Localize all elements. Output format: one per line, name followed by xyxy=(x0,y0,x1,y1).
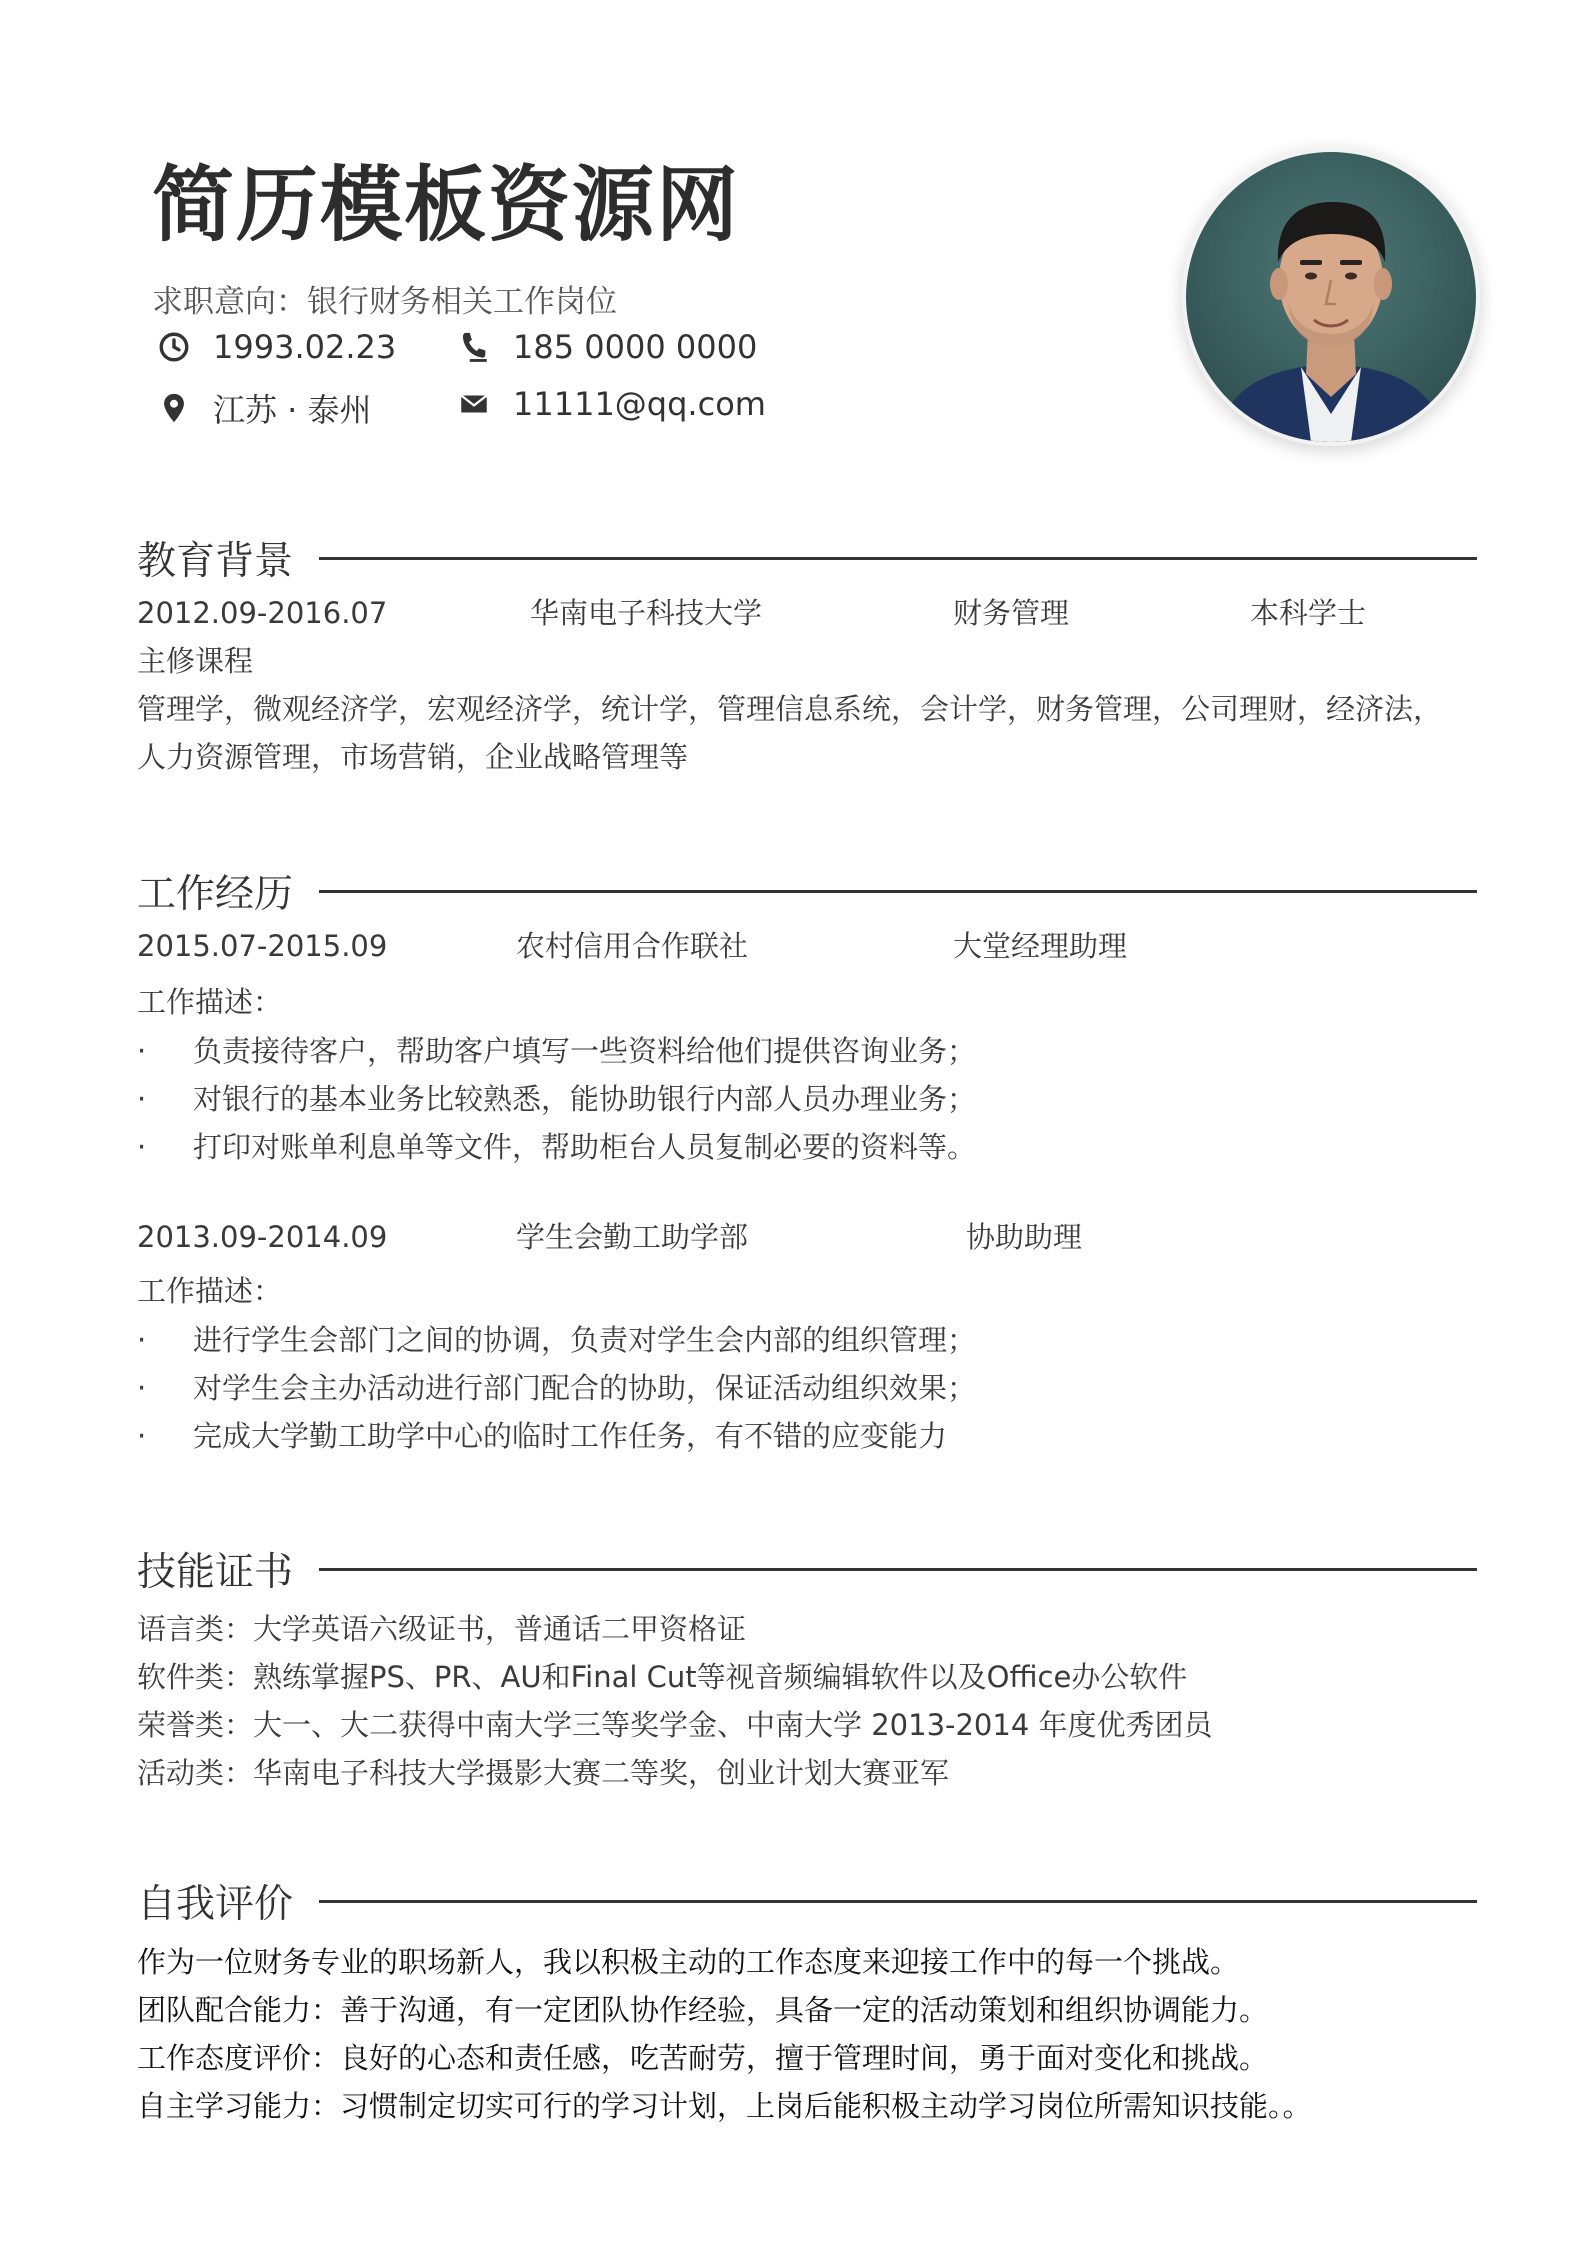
skill-item: 活动类：华南电子科技大学摄影大赛二等奖，创业计划大赛亚军 xyxy=(137,1756,950,1790)
phone-number: 185 0000 0000 xyxy=(513,328,758,366)
envelope-icon xyxy=(457,387,491,421)
bullet-dot: · xyxy=(137,1130,147,1164)
job-bullet: 对学生会主办活动进行部门配合的协助，保证活动组织效果； xyxy=(193,1371,977,1405)
job-intent: 求职意向：银行财务相关工作岗位 xyxy=(152,284,617,320)
job-period: 2015.07-2015.09 xyxy=(137,929,388,963)
email: 11111@qq.com xyxy=(513,385,766,423)
self-item: 作为一位财务专业的职场新人，我以积极主动的工作态度来迎接工作中的每一个挑战。 xyxy=(137,1945,1240,1979)
job-org: 农村信用合作联社 xyxy=(516,929,749,963)
city: 江苏 · 泰州 xyxy=(213,391,372,429)
education-major: 财务管理 xyxy=(953,596,1070,630)
job-org: 学生会勤工助学部 xyxy=(516,1220,749,1254)
self-item: 工作态度评价：良好的心态和责任感，吃苦耐劳，擅于管理时间，勇于面对变化和挑战。 xyxy=(137,2041,1269,2075)
bullet-dot: · xyxy=(137,1082,147,1116)
city-info xyxy=(157,385,372,431)
self-item: 自主学习能力：习惯制定切实可行的学习计划，上岗后能积极主动学习岗位所需知识技能。。 xyxy=(137,2089,1312,2123)
birth-date: 1993.02.23 xyxy=(213,328,397,366)
work-title: 工作经历 xyxy=(137,872,294,917)
courses-line: 人力资源管理，市场营销，企业战略管理等 xyxy=(137,740,689,774)
clock-icon xyxy=(157,330,191,364)
education-section-header xyxy=(137,530,1477,586)
divider xyxy=(319,890,1477,893)
courses-label: 主修课程 xyxy=(137,644,254,678)
work-section-header xyxy=(137,863,1477,919)
divider xyxy=(319,1900,1477,1903)
job-bullet: 进行学生会部门之间的协调，负责对学生会内部的组织管理； xyxy=(193,1323,977,1357)
skill-item: 荣誉类：大一、大二获得中南大学三等奖学金、中南大学 2013-2014 年度优秀团员 xyxy=(137,1708,1213,1742)
phone-icon xyxy=(457,330,491,364)
job-bullet: 对银行的基本业务比较熟悉，能协助银行内部人员办理业务； xyxy=(193,1082,977,1116)
bullet-dot: · xyxy=(137,1419,147,1453)
courses-line: 管理学，微观经济学，宏观经济学，统计学，管理信息系统，会计学，财务管理，公司理财，经济法， xyxy=(137,692,1443,726)
job-role: 协助助理 xyxy=(966,1220,1083,1254)
skill-item: 语言类：大学英语六级证书，普通话二甲资格证 xyxy=(137,1612,747,1646)
bullet-dot: · xyxy=(137,1323,147,1357)
job-desc-label: 工作描述： xyxy=(137,985,283,1019)
education-degree: 本科学士 xyxy=(1250,596,1367,630)
location-pin-icon xyxy=(157,391,191,425)
divider xyxy=(319,557,1477,560)
education-school: 华南电子科技大学 xyxy=(530,596,763,630)
self-section-header xyxy=(137,1873,1477,1929)
phone-info xyxy=(457,328,757,366)
bullet-dot: · xyxy=(137,1034,147,1068)
resume-name: 简历模板资源网 xyxy=(152,158,741,253)
birth-info xyxy=(157,328,396,366)
bullet-dot: · xyxy=(137,1371,147,1405)
skills-title: 技能证书 xyxy=(137,1550,294,1595)
divider xyxy=(319,1568,1477,1571)
education-title: 教育背景 xyxy=(137,539,294,584)
job-bullet: 负责接待客户，帮助客户填写一些资料给他们提供咨询业务； xyxy=(193,1034,977,1068)
job-desc-label: 工作描述： xyxy=(137,1274,283,1308)
job-role: 大堂经理助理 xyxy=(953,929,1128,963)
email-info xyxy=(457,385,766,423)
portrait-photo xyxy=(1186,152,1476,442)
avatar xyxy=(1182,148,1480,446)
skill-item: 软件类：熟练掌握PS、PR、AU和Final Cut等视音频编辑软件以及Office办公软件 xyxy=(137,1660,1188,1694)
job-bullet: 打印对账单利息单等文件，帮助柜台人员复制必要的资料等。 xyxy=(193,1130,977,1164)
skills-section-header xyxy=(137,1541,1477,1597)
self-title: 自我评价 xyxy=(137,1882,294,1927)
self-item: 团队配合能力：善于沟通，有一定团队协作经验，具备一定的活动策划和组织协调能力。 xyxy=(137,1993,1269,2027)
job-period: 2013.09-2014.09 xyxy=(137,1220,388,1254)
education-period: 2012.09-2016.07 xyxy=(137,596,388,630)
job-bullet: 完成大学勤工助学中心的临时工作任务，有不错的应变能力 xyxy=(193,1419,948,1453)
